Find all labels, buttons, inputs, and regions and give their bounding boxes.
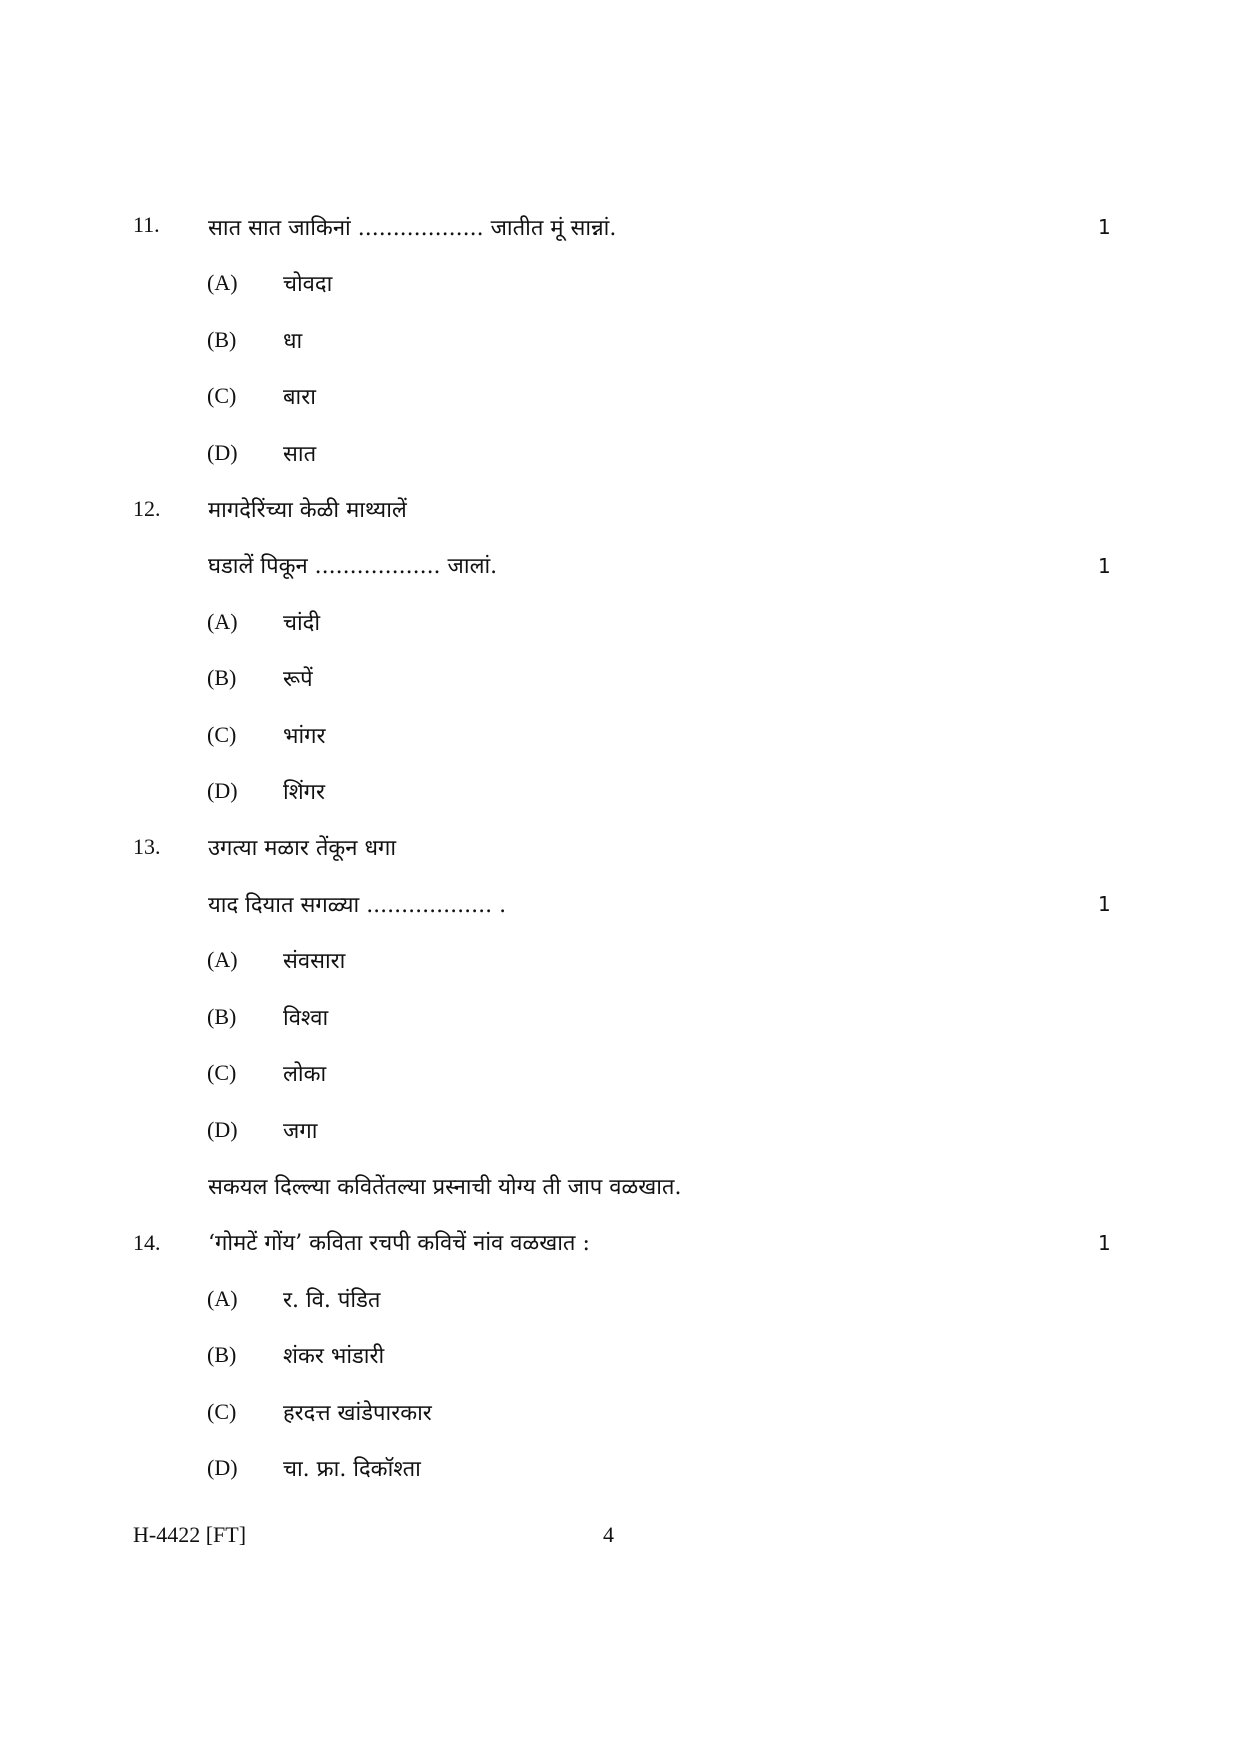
- option-text: चोवदा: [283, 272, 333, 297]
- option-label: (A): [207, 609, 238, 634]
- option-text: संवसारा: [283, 949, 346, 974]
- marks: 1: [1098, 215, 1111, 239]
- question-number: 12.: [133, 496, 161, 521]
- option-label: (B): [207, 327, 237, 352]
- option-text: लोका: [283, 1062, 327, 1087]
- option-label: (A): [207, 270, 238, 295]
- question-text: ‘गोमटें गोंय’ कविता रचपी कविचें नांव वळखात :: [208, 1231, 590, 1256]
- question-number: 14.: [133, 1230, 161, 1255]
- option-label: (D): [207, 1455, 238, 1480]
- option-label: (B): [207, 1342, 237, 1367]
- option-text: शिंगर: [283, 780, 326, 805]
- option-label: (B): [207, 665, 237, 690]
- question-text: याद दियात सगळ्या .................. .: [208, 893, 507, 918]
- paper-code: H-4422 [FT]: [133, 1522, 247, 1547]
- option-label: (C): [207, 722, 237, 747]
- option-text: सात: [283, 442, 317, 467]
- marks: 1: [1098, 554, 1111, 578]
- question-text: घडालें पिकून .................. जालां.: [208, 554, 498, 579]
- option-text: हरदत्त खांडेपारकार: [283, 1401, 432, 1426]
- option-label: (C): [207, 383, 237, 408]
- option-label: (A): [207, 947, 238, 972]
- option-text: बारा: [283, 385, 316, 410]
- option-text: जगा: [283, 1119, 318, 1144]
- question-text: उगत्या मळार तेंकून धगा: [208, 836, 397, 861]
- question-text: सात सात जाकिनां .................. जातीत मूं सान्नां.: [208, 216, 617, 241]
- option-text: चा. फ्रा. दिकॉश्ता: [283, 1457, 421, 1482]
- option-text: शंकर भांडारी: [283, 1344, 385, 1369]
- option-label: (C): [207, 1060, 237, 1085]
- marks: 1: [1098, 1231, 1111, 1255]
- option-label: (C): [207, 1399, 237, 1424]
- option-label: (A): [207, 1286, 238, 1311]
- option-label: (D): [207, 778, 238, 803]
- option-label: (D): [207, 1117, 238, 1142]
- question-text: मागदेरिंच्या केळी माथ्यालें: [208, 498, 407, 523]
- section-instruction: सकयल दिल्ल्या कवितेंतल्या प्रस्नाची योग्य ती जाप वळखात.: [208, 1175, 682, 1200]
- marks: 1: [1098, 892, 1111, 916]
- option-text: धा: [283, 329, 303, 354]
- question-number: 13.: [133, 834, 161, 859]
- option-label: (B): [207, 1004, 237, 1029]
- option-label: (D): [207, 440, 238, 465]
- option-text: चांदी: [283, 611, 321, 636]
- option-text: विश्वा: [283, 1006, 329, 1031]
- option-text: भांगर: [283, 724, 326, 749]
- question-number: 11.: [133, 212, 160, 237]
- option-text: र. वि. पंडित: [283, 1288, 381, 1313]
- page-number: 4: [603, 1522, 614, 1547]
- option-text: रूपें: [283, 667, 313, 692]
